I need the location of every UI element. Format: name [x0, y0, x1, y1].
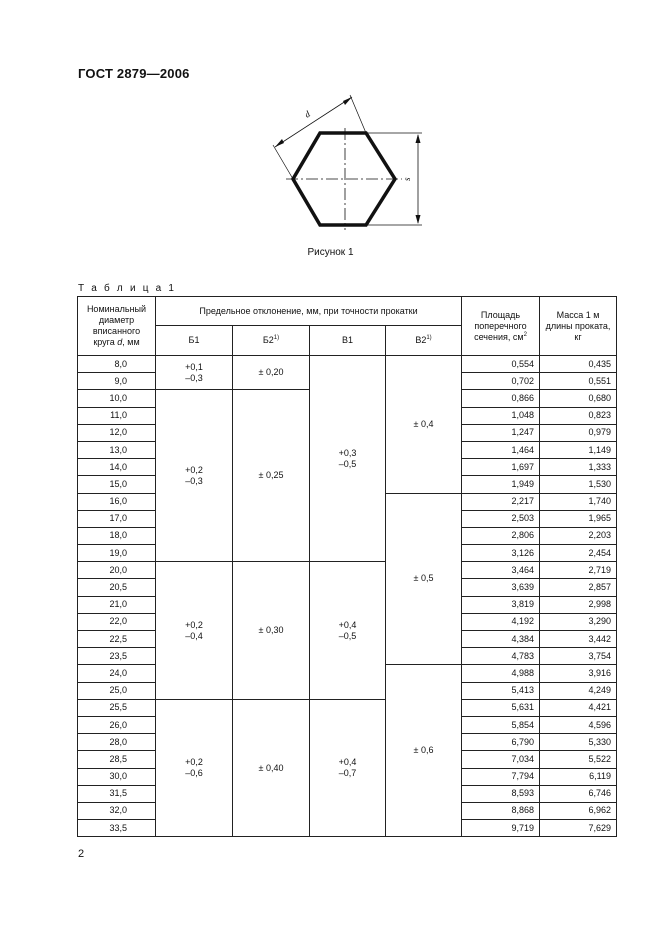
diameter-cell: 17,0 — [78, 510, 156, 527]
area-cell: 4,192 — [462, 613, 540, 630]
tolerance-plus: +0,1 — [185, 361, 203, 372]
mass-cell: 6,746 — [540, 785, 617, 802]
diameter-cell: 19,0 — [78, 545, 156, 562]
header-v2: В2$^{1)}$ — [386, 326, 462, 356]
table-row — [78, 356, 617, 373]
mass-cell: 7,629 — [540, 820, 617, 837]
figure-caption: Рисунок 1 — [307, 247, 354, 258]
area-cell: 4,783 — [462, 648, 540, 665]
tolerance-plus: +0,2 — [185, 464, 203, 475]
mass-cell: 3,916 — [540, 665, 617, 682]
mass-cell: 0,823 — [540, 407, 617, 424]
mass-cell: 4,249 — [540, 682, 617, 699]
area-cell: 0,554 — [462, 356, 540, 373]
header-area: Площадь поперечного сечения, $см^2$ — [462, 297, 540, 356]
v2_groups-tolerance: ± 0,4 — [386, 356, 462, 494]
diameter-cell: 31,5 — [78, 785, 156, 802]
diameter-cell: 10,0 — [78, 390, 156, 407]
b1_groups-tolerance — [156, 356, 233, 390]
b1_groups-tolerance — [156, 699, 233, 837]
v2_groups-tolerance: ± 0,5 — [386, 493, 462, 665]
mass-cell: 0,979 — [540, 424, 617, 441]
area-cell: 3,464 — [462, 562, 540, 579]
diameter-cell: 11,0 — [78, 407, 156, 424]
mass-cell: 1,965 — [540, 510, 617, 527]
diameter-cell: 15,0 — [78, 476, 156, 493]
v1_groups-tolerance — [310, 699, 386, 837]
mass-cell: 2,719 — [540, 562, 617, 579]
mass-cell: 6,119 — [540, 768, 617, 785]
area-cell: 1,464 — [462, 441, 540, 458]
b1_groups-tolerance — [156, 390, 233, 562]
mass-cell: 2,454 — [540, 545, 617, 562]
header-mass: Масса 1 м длины проката, кг — [540, 297, 617, 356]
diameter-cell: 22,5 — [78, 631, 156, 648]
tolerance-minus: –0,7 — [338, 768, 357, 778]
mass-cell: 3,754 — [540, 648, 617, 665]
diameter-cell: 33,5 — [78, 820, 156, 837]
area-cell: 1,048 — [462, 407, 540, 424]
b1_groups-tolerance — [156, 562, 233, 700]
mass-cell: 1,333 — [540, 459, 617, 476]
area-cell: 0,702 — [462, 373, 540, 390]
tolerance-minus: –0,3 — [185, 475, 203, 486]
header-b1: Б1 — [156, 326, 233, 356]
mass-cell: 0,680 — [540, 390, 617, 407]
mass-cell: 1,530 — [540, 476, 617, 493]
b2_groups-tolerance: ± 0,30 — [233, 562, 310, 700]
tolerance-minus: –0,4 — [185, 630, 203, 641]
diameter-cell: 22,0 — [78, 613, 156, 630]
diameter-cell: 32,0 — [78, 802, 156, 819]
diameter-cell: 20,0 — [78, 562, 156, 579]
table-row — [78, 699, 617, 716]
diameter-cell: 16,0 — [78, 493, 156, 510]
tolerance-plus: +0,2 — [185, 757, 203, 767]
area-cell: 1,949 — [462, 476, 540, 493]
mass-cell: 4,421 — [540, 699, 617, 716]
diameter-cell: 9,0 — [78, 373, 156, 390]
page-number: 2 — [78, 848, 85, 860]
header-deviation: Предельное отклонение, мм, при точности прокатки — [156, 297, 462, 326]
diameter-cell: 24,0 — [78, 665, 156, 682]
diameter-cell: 8,0 — [78, 356, 156, 373]
area-cell: 3,639 — [462, 579, 540, 596]
mass-cell: 3,442 — [540, 631, 617, 648]
mass-cell: 3,290 — [540, 613, 617, 630]
diameter-cell: 12,0 — [78, 424, 156, 441]
tolerance-minus: –0,5 — [338, 458, 357, 469]
tolerance-minus: –0,3 — [185, 372, 203, 383]
mass-cell: 1,740 — [540, 493, 617, 510]
diameter-cell: 25,0 — [78, 682, 156, 699]
table-row — [78, 562, 617, 579]
table-title: Т а б л и ц а 1 — [78, 283, 177, 294]
diameter-cell: 30,0 — [78, 768, 156, 785]
diameter-cell: 14,0 — [78, 459, 156, 476]
mass-cell: 2,998 — [540, 596, 617, 613]
diameter-cell: 20,5 — [78, 579, 156, 596]
tolerance-plus: +0,2 — [185, 619, 203, 630]
mass-cell: 6,962 — [540, 802, 617, 819]
tolerance-plus: +0,4 — [338, 619, 357, 630]
mass-cell: 5,522 — [540, 751, 617, 768]
diameter-cell: 26,0 — [78, 716, 156, 733]
area-cell: 2,217 — [462, 493, 540, 510]
header-b2: Б2$^{1)}$ — [233, 326, 310, 356]
area-cell: 5,413 — [462, 682, 540, 699]
document-title: ГОСТ 2879—2006 — [78, 66, 190, 81]
area-cell: 4,988 — [462, 665, 540, 682]
area-cell: 6,790 — [462, 734, 540, 751]
area-cell: 9,719 — [462, 820, 540, 837]
area-cell: 0,866 — [462, 390, 540, 407]
diameter-cell: 18,0 — [78, 527, 156, 544]
v2_groups-tolerance: ± 0,6 — [386, 665, 462, 837]
area-cell: 8,868 — [462, 802, 540, 819]
mass-cell: 2,857 — [540, 579, 617, 596]
area-cell: 2,503 — [462, 510, 540, 527]
mass-cell: 1,149 — [540, 441, 617, 458]
area-cell: 8,593 — [462, 785, 540, 802]
mass-cell: 0,435 — [540, 356, 617, 373]
area-cell: 5,854 — [462, 716, 540, 733]
b2_groups-tolerance: ± 0,25 — [233, 390, 310, 562]
area-cell: 7,794 — [462, 768, 540, 785]
diameter-cell: 23,5 — [78, 648, 156, 665]
area-cell: 2,806 — [462, 527, 540, 544]
area-cell: 3,126 — [462, 545, 540, 562]
figure-label-d: d — [302, 108, 312, 120]
specification-table — [77, 296, 617, 837]
mass-cell: 0,551 — [540, 373, 617, 390]
diameter-cell: 28,5 — [78, 751, 156, 768]
area-cell: 5,631 — [462, 699, 540, 716]
diameter-cell: 25,5 — [78, 699, 156, 716]
header-v1: В1 — [310, 326, 386, 356]
mass-cell: 2,203 — [540, 527, 617, 544]
diameter-cell: 21,0 — [78, 596, 156, 613]
mass-cell: 5,330 — [540, 734, 617, 751]
header-diameter: Номинальный диаметр вписанного круга d, мм — [78, 297, 156, 356]
tolerance-plus: +0,4 — [338, 757, 357, 767]
hexagon-figure — [260, 90, 430, 230]
b2_groups-tolerance: ± 0,20 — [233, 356, 310, 390]
area-cell: 1,697 — [462, 459, 540, 476]
tolerance-minus: –0,6 — [185, 768, 203, 778]
tolerance-minus: –0,5 — [338, 630, 357, 641]
diameter-cell: 13,0 — [78, 441, 156, 458]
diameter-cell: 28,0 — [78, 734, 156, 751]
area-cell: 7,034 — [462, 751, 540, 768]
mass-cell: 4,596 — [540, 716, 617, 733]
area-cell: 1,247 — [462, 424, 540, 441]
figure-label-s: s — [402, 177, 412, 181]
tolerance-plus: +0,3 — [338, 447, 357, 458]
b2_groups-tolerance: ± 0,40 — [233, 699, 310, 837]
v1_groups-tolerance — [310, 356, 386, 562]
area-cell: 4,384 — [462, 631, 540, 648]
area-cell: 3,819 — [462, 596, 540, 613]
v1_groups-tolerance — [310, 562, 386, 700]
